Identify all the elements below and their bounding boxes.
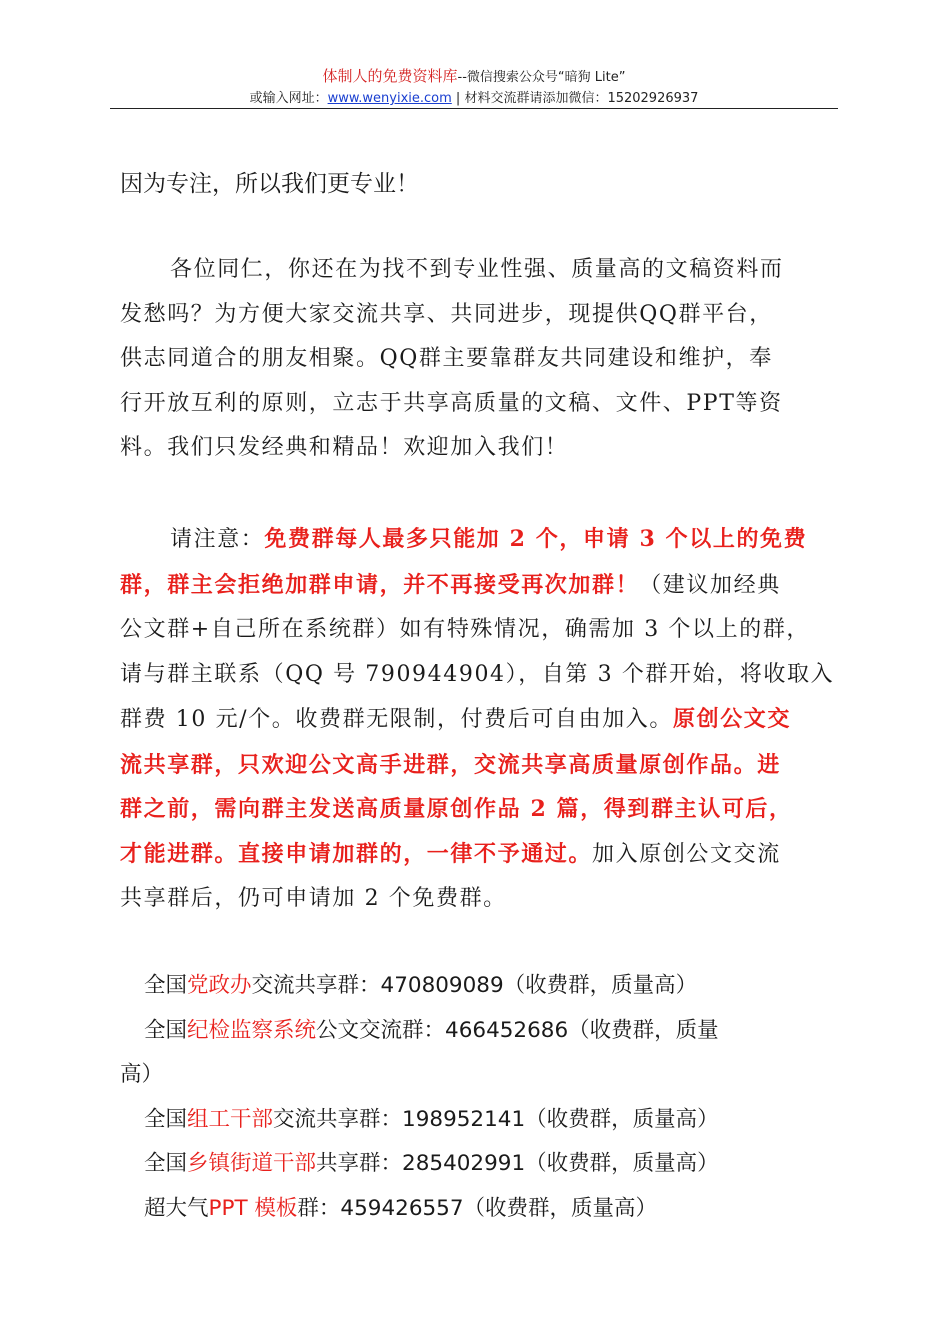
notice-line — [120, 832, 836, 878]
group-list — [120, 964, 836, 1232]
header-divider — [110, 108, 838, 109]
group-info: 群：459426557（收费群，质量高） — [297, 1195, 658, 1221]
notice-line: 群之前，需向群主发送高质量原创作品 2 篇，得到群主认可后， — [120, 796, 793, 822]
notice-text: （建议加经典 — [639, 572, 781, 598]
group-info: 公文交流群：466452686（收费群，质量 — [316, 1017, 719, 1043]
group-prefix: 全国 — [144, 973, 188, 998]
wechat-slogan: --微信搜索公众号“暗狗 Lite” — [457, 70, 626, 85]
group-item — [120, 1187, 836, 1232]
group-item — [120, 1098, 836, 1143]
notice-line: 流共享群，只欢迎公文高手进群，交流共享高质量原创作品。进 — [120, 751, 781, 778]
group-category: 党政办 — [187, 973, 252, 998]
intro-paragraph — [120, 248, 836, 471]
header-tagline — [110, 66, 838, 88]
notice-label: 请注意： — [170, 527, 265, 552]
group-item — [120, 964, 836, 1009]
group-prefix: 超大气 — [144, 1195, 209, 1221]
intro-line: 供志同道合的朋友相聚。QQ群主要靠群友共同建设和维护，奉 — [120, 346, 773, 371]
page-title: 因为专注，所以我们更专业！ — [120, 171, 419, 197]
notice-line — [120, 517, 836, 563]
group-category: 乡镇街道干部 — [187, 1151, 317, 1177]
notice-warning: 原创公文交 — [673, 706, 792, 732]
intro-line: 发愁吗？为方便大家交流共享、共同进步，现提供QQ群平台， — [120, 301, 773, 327]
group-info: 交流共享群：470809089（收费群，质量高） — [251, 973, 698, 998]
notice-text: 加入原创公文交流 — [592, 841, 781, 867]
notice-warning: 免费群每人最多只能加 2 个，申请 3 个以上的免费 — [264, 526, 808, 552]
group-item-wrap: 高） — [120, 1062, 164, 1088]
notice-line: 公文群+自己所在系统群）如有特殊情况，确需加 3 个以上的群， — [120, 617, 811, 642]
group-prefix: 全国 — [144, 1151, 188, 1177]
notice-line — [120, 563, 836, 609]
page-header — [110, 66, 838, 108]
wechat-contact: | 材料交流群请添加微信：15202926937 — [451, 91, 699, 106]
notice-warning: 才能进群。直接申请加群的，一律不予通过。 — [120, 840, 593, 867]
notice-line: 共享群后，仍可申请加 2 个免费群。 — [120, 886, 507, 911]
website-link[interactable]: www.wenyixie.com — [327, 91, 452, 106]
group-item — [120, 1009, 836, 1054]
group-item — [120, 1142, 836, 1187]
group-prefix: 全国 — [144, 1017, 188, 1043]
url-prefix: 或输入网址： — [249, 91, 328, 106]
group-info: 交流共享群：198952141（收费群，质量高） — [273, 1106, 719, 1132]
notice-line: 请与群主联系（QQ 号 790944904），自第 3 个群开始，将收取入 — [120, 661, 835, 687]
group-category: 纪检监察系统 — [187, 1017, 317, 1043]
notice-text: 群费 10 元/个。收费群无限制，付费后可自由加入。 — [120, 707, 673, 732]
group-info: 共享群：285402991（收费群，质量高） — [316, 1151, 719, 1177]
header-contact — [110, 90, 838, 108]
intro-line: 行开放互利的原则，立志于共享高质量的文稿、文件、PPT等资 — [120, 390, 783, 416]
notice-paragraph — [120, 517, 836, 922]
group-prefix: 全国 — [144, 1106, 188, 1132]
group-category: 组工干部 — [187, 1106, 274, 1132]
notice-line — [120, 697, 836, 743]
brand-name: 体制人的免费资料库 — [322, 67, 458, 85]
intro-line: 料。我们只发经典和精品！欢迎加入我们！ — [120, 435, 569, 460]
group-category: PPT 模板 — [208, 1195, 298, 1221]
notice-warning: 群，群主会拒绝加群申请，并不再接受再次加群！ — [120, 571, 640, 598]
intro-line: 各位同仁，你还在为找不到专业性强、质量高的文稿资料而 — [170, 257, 784, 282]
